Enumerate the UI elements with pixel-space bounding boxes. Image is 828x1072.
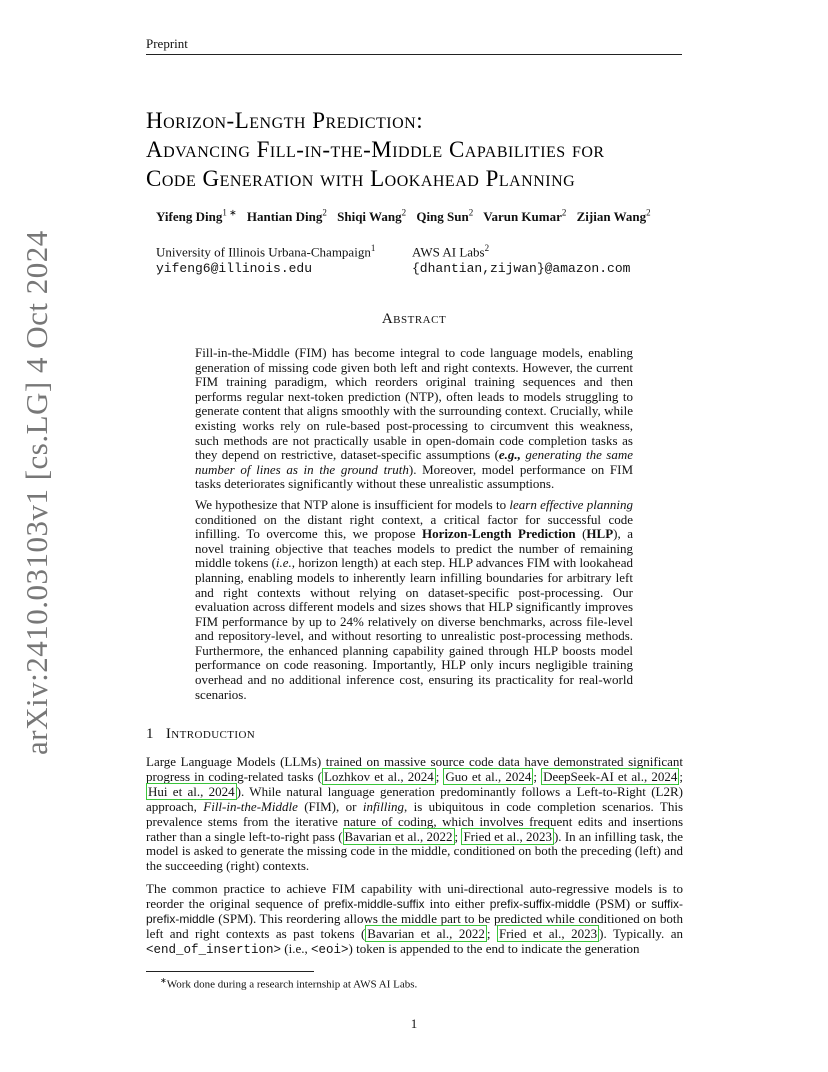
section-heading-introduction: 1 Introduction: [146, 726, 256, 742]
running-header: Preprint: [146, 36, 682, 55]
author: Yifeng Ding$^{1 ∗}$: [156, 208, 237, 225]
author-email[interactable]: {dhantian,zijwan}@amazon.com: [412, 261, 631, 277]
author-list: [156, 208, 696, 225]
author: Varun Kumar$^2$: [483, 208, 567, 225]
body-paragraph: Large Language Models (LLMs) trained on massive source code data have demonstrated significant progress in coding-related tasks ( Lozhkov et al., 2024 ; Guo et al., 2024 ; DeepSeek-AI et al., 2024 ; Hui et al., 2024 ). While natural language generation predominantly follows a Left-to-Right (L2R) approach, Fill-in-the-Middle (FIM), or infilling, is ubiquitous in code completion scenarios. This prevalence stems from the iterative nature of coding, which involves frequent edits and insertions rather than a single left-to-right pass ( Bavarian et al., 2022 ; Fried et al., 2023 ). In an infilling task, the model is asked to generate the missing code in the middle, conditioned on both the preceding (left) and the succeeding (right) contexts.: [146, 754, 684, 874]
citation-link[interactable]: DeepSeek-AI et al., 2024: [543, 768, 678, 784]
title-line: Code Generation with Lookahead Planning: [146, 166, 576, 191]
title-line: Horizon-Length Prediction:: [146, 108, 424, 133]
citation-link[interactable]: Bavarian et al., 2022: [344, 828, 453, 844]
title-line: Advancing Fill-in-the-Middle Capabilities for: [146, 137, 605, 162]
affiliation-name: University of Illinois Urbana-Champaign$^1$: [156, 243, 376, 260]
affiliation-name: AWS AI Labs$^2$: [412, 243, 490, 260]
abstract-paragraph: Fill-in-the-Middle (FIM) has become integral to code language models, enabling generation of missing code given both left and right contexts. However, the current FIM training paradigm, which reorders original training sequences and then performs regular next-token prediction (NTP), often leads to models struggling to generate content that aligns smoothly with the surrounding context. Crucially, while existing works rely on rule-based post-processing to circumvent this weakness, such methods are not practically usable in open-domain code completion tasks as they depend on restrictive, dataset-specific assumptions (e.g., generating the same number of lines as in the ground truth). Moreover, model performance on FIM tasks deteriorates significantly without these unrealistic assumptions.: [195, 345, 634, 492]
citation-link[interactable]: Bavarian et al., 2022: [367, 925, 485, 941]
citation-link[interactable]: Lozhkov et al., 2024: [323, 768, 434, 784]
paper-title: [146, 106, 706, 193]
affiliation-uiuc: [156, 240, 375, 277]
citation-link[interactable]: Fried et al., 2023: [499, 925, 598, 941]
abstract-paragraph: We hypothesize that NTP alone is insufficient for models to learn effective planning conditioned on the distant right context, a critical factor for successful code infilling. To overcome this, we propose Horizon-Length Prediction (HLP), a novel training objective that teaches models to predict the number of remaining middle tokens (i.e., horizon length) at each step. HLP advances FIM with lookahead planning, enabling models to inherently learn infilling boundaries for arbitrary left and right contexts without relying on dataset-specific post-processing. Our evaluation across different models and sizes shows that HLP significantly improves FIM performance by up to 24% relatively on diverse benchmarks, across file-level and repository-level, and without resorting to unrealistic post-processing methods. Furthermore, the enhanced planning capability gained through HLP boosts model performance on code reasoning. Importantly, HLP only incurs negligible training overhead and no additional inference cost, ensuring its practicality for real-world scenarios.: [195, 496, 633, 702]
citation-link[interactable]: Hui et al., 2024: [148, 783, 235, 799]
abstract: [195, 346, 633, 708]
citation-link[interactable]: Fried et al., 2023: [463, 828, 552, 844]
author-email[interactable]: yifeng6@illinois.edu: [156, 261, 313, 277]
author: Qing Sun$^2$: [416, 208, 474, 225]
page-number: 1: [410, 1016, 418, 1031]
footnote-rule: [146, 971, 314, 972]
author: Shiqi Wang$^2$: [337, 208, 407, 225]
introduction-body: [146, 755, 683, 966]
body-paragraph: The common practice to achieve FIM capability with uni-directional auto-regressive models is to reorder the original sequence of prefix-middle-suffix into either prefix-suffix-middle (PSM) or suffix-prefix-middle (SPM). This reordering allows the middle part to be predicted while conditioned on both left and right contexts as past tokens ( Bavarian et al., 2022 ; Fried et al., 2023 ). Typically. an <end_of_insertion> (i.e., <eoi>) token is appended to the end to indicate the generation: [146, 881, 683, 957]
author: Zijian Wang$^2$: [576, 208, 651, 225]
footnote: ∗Work done during a research internship at AWS AI Labs.: [160, 976, 418, 991]
citation-link[interactable]: Guo et al., 2024: [445, 768, 532, 784]
abstract-heading: Abstract: [381, 311, 447, 327]
arxiv-identifier: arXiv:2410.03103v1 [cs.LG] 4 Oct 2024: [19, 230, 54, 755]
author: Hantian Ding$^2$: [246, 208, 327, 225]
affiliation-aws: [412, 240, 630, 277]
